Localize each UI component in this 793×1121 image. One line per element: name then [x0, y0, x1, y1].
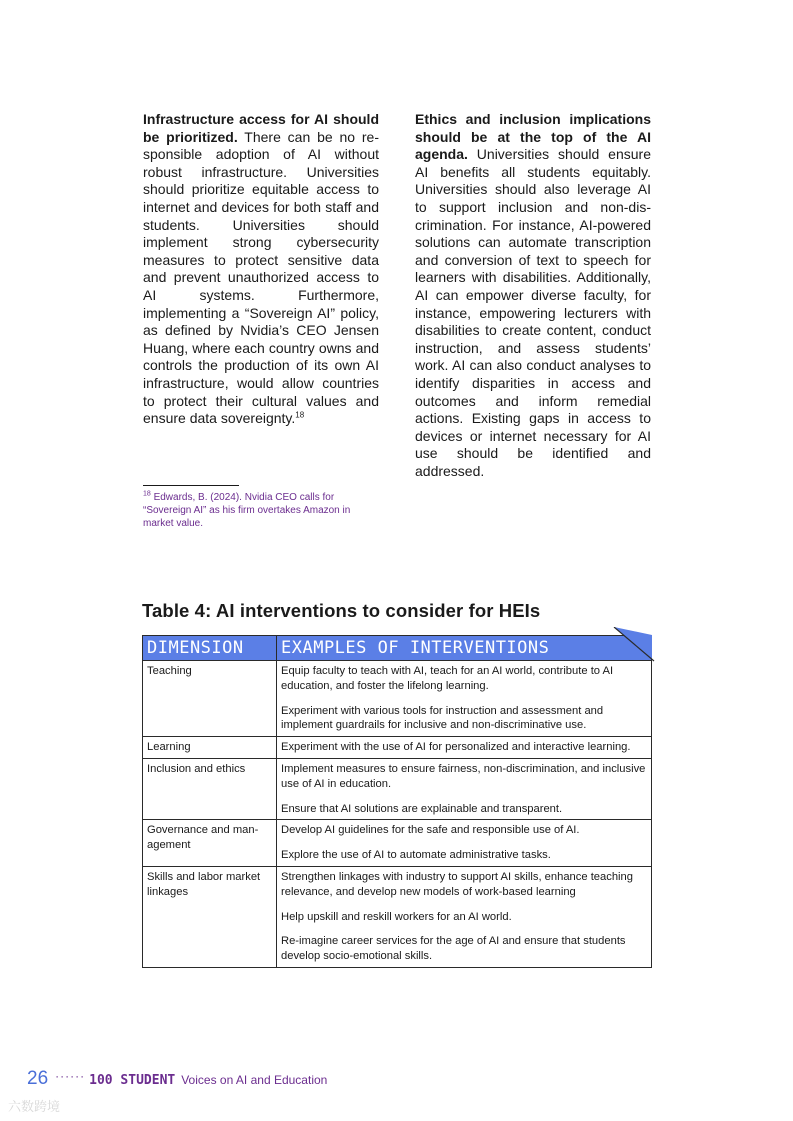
- table-body: [142, 660, 652, 968]
- intervention-item: Equip faculty to teach with AI, teach for an AI world, contribute to AI education, and foster the lifelong learning.: [281, 665, 614, 692]
- intervention-item: Explore the use of AI to automate administrative tasks.: [281, 849, 551, 862]
- intervention-item: Help upskill and reskill workers for an AI world.: [281, 910, 512, 923]
- dimension-cell: Inclusion and ethics: [143, 758, 277, 819]
- footnote-text: Edwards, B. (2024). Nvidia CEO calls for “Sovereign AI” as his firm overtakes Amazon in market value.: [143, 492, 351, 529]
- interventions-cell: [277, 866, 652, 967]
- page-footer: [27, 1068, 327, 1090]
- interventions-table: [142, 635, 652, 968]
- footnote: [143, 491, 379, 530]
- dimension-cell: Teaching: [143, 661, 277, 737]
- right-column-body: Universities should ensure AI benefits all students equitably. Universities should also leverage AI to support inclusion and non-discrimination. For instance, AI-powered solutions can automate transcription and conversion of text to speech for learners with disabilities. Additionally, AI can empower diverse faculty, for instance, empowering lecturers with disabilities to create content, conduct instruction, and assess students’ work. AI can also conduct analyses to identify disparities in access and outcomes and inform remedial actions. Existing gaps in access to devices or internet necessary for AI use should be identified and addressed.: [415, 146, 651, 479]
- header-corner-decoration: [612, 627, 657, 667]
- table-row: [143, 820, 652, 867]
- footer-publication: Voices on AI and Education: [181, 1073, 328, 1087]
- header-examples: EXAMPLES OF INTERVENTIONS: [281, 638, 550, 658]
- footer-brand: 100 STUDENT: [89, 1073, 176, 1088]
- table-row: [143, 661, 652, 737]
- table-title: Table 4: AI interventions to consider for HEIs: [142, 600, 541, 621]
- dimension-cell: Learning: [143, 737, 277, 759]
- footnote-divider: [143, 485, 239, 486]
- watermark: 六数跨境: [8, 1100, 61, 1115]
- intervention-item: Develop AI guidelines for the safe and responsible use of AI.: [281, 824, 580, 837]
- dimension-cell: Skills and labor market linkages: [143, 866, 277, 967]
- page-number: 26: [27, 1068, 49, 1089]
- right-column: [415, 111, 651, 480]
- table-row: [143, 737, 652, 759]
- left-column-lead: Infrastructure access for AI should be prioritized.: [143, 111, 379, 145]
- header-dimension: DIMENSION: [143, 636, 277, 660]
- left-column-body: There can be no responsible adoption of AI without robust infrastructure. Universities should prioritize equitable access to internet and devices for both staff and students. Universities should implement strong cybersecurity measures to protect sensitive data and prevent unauthorized access to AI systems. Furthermore, implementing a “Sovereign AI” policy, as defined by Nvidia’s CEO Jensen Huang, where each country owns and controls the production of its own AI infrastructure, would allow countries to protect their cultural values and ensure data sovereignty.: [143, 128, 379, 427]
- table-row: [143, 758, 652, 819]
- intervention-item: Experiment with various tools for instruction and assessment and implement guardrails for inclusive and non-discriminative use.: [281, 704, 604, 732]
- interventions-cell: [277, 737, 652, 759]
- intervention-item: Ensure that AI solutions are explainable and transparent.: [281, 802, 563, 815]
- intervention-item: Implement measures to ensure fairness, non-discrimination, and inclusive use of AI in education.: [281, 762, 646, 790]
- footnote-number: 18: [143, 490, 151, 498]
- footer-dots: ······: [55, 1069, 86, 1083]
- intervention-item: Experiment with the use of AI for personalized and interactive learning.: [281, 741, 631, 754]
- intervention-item: Re-imagine career services for the age of AI and ensure that students develop socio-emotional skills.: [281, 935, 626, 963]
- interventions-cell: [277, 758, 652, 819]
- left-column: [143, 111, 379, 428]
- interventions-cell: [277, 661, 652, 737]
- right-column-lead: Ethics and inclusion implications should be at the top of the AI agenda.: [415, 111, 651, 163]
- table-header: [142, 635, 652, 660]
- intervention-item: Strengthen linkages with industry to support AI skills, enhance teaching relevance, and develop new models of work-based learning: [281, 870, 633, 898]
- footnote-ref: 18: [295, 410, 305, 420]
- dimension-cell: Governance and management: [143, 820, 277, 867]
- interventions-cell: [277, 820, 652, 867]
- table-row: [143, 866, 652, 967]
